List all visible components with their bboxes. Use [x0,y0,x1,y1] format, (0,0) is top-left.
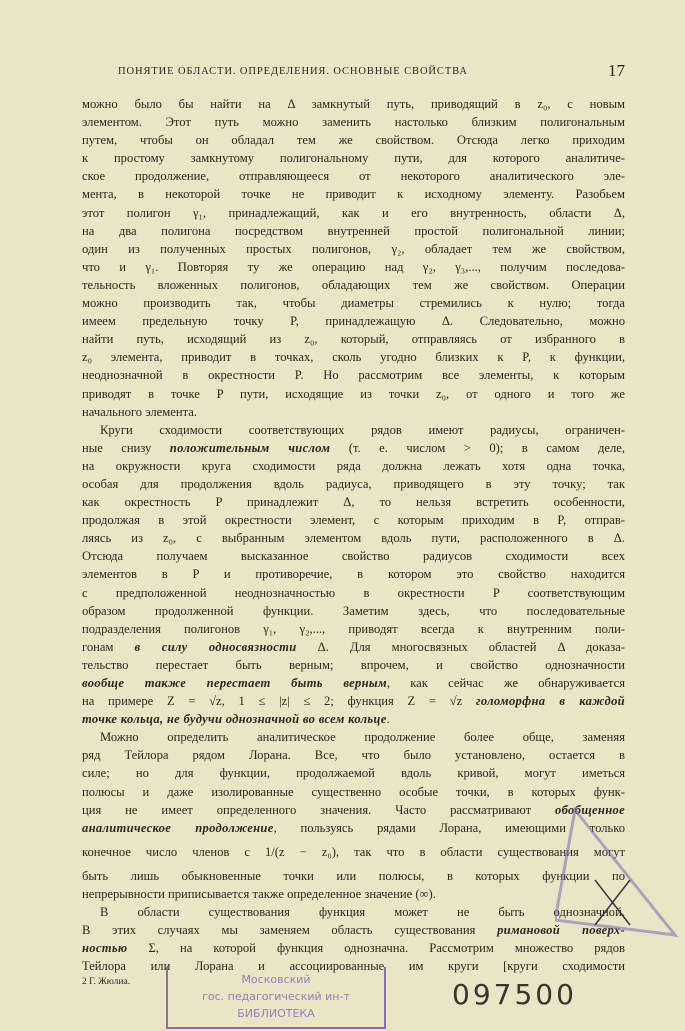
text-run: этот полигон γ₁, принадлежащий, как и его внутренность, области Δ, [82,205,625,220]
text-run: быть лишь обыкновенные точки или полюсы, в которых функции по [82,868,625,883]
text-line [82,728,625,746]
text-run: подразделения полигонов γ₁, γ₂,..., приводят всегда к внутренним поли- [82,621,625,636]
text-run: один из полученных простых полигонов, γ₂, обладает тем же свойством, [82,241,625,256]
text-line [82,885,625,903]
text-line [82,674,625,692]
text-line [82,294,625,312]
text-run: ряд Тейлора рядом Лорана. Все, что было установлено, остается в [82,748,625,763]
text-line [82,819,625,837]
text-run: Δ. Для многосвязных областей Δ доказа- [296,639,625,654]
text-run: ция не имеет определенного значения. Часто рассматривают [82,802,556,817]
text-line [82,511,625,529]
text-line [82,439,625,457]
text-run: В этих случаях мы заменяем область существования [82,923,498,938]
emphasis-text: аналитическое продолжение [82,820,274,835]
text-run: гонам [82,639,135,654]
text-run: . [386,712,390,727]
text-line [82,240,625,258]
text-line [82,547,625,565]
stamp-line: БИБЛИОТЕКА [237,1007,315,1020]
text-line [82,620,625,638]
text-run: можно было бы найти на Δ замкнутый путь, приводящий в z₀, с новым [82,97,625,111]
running-title: ПОНЯТИЕ ОБЛАСТИ. ОПРЕДЕЛЕНИЯ. ОСНОВНЫЕ СВОЙСТВА [118,66,468,77]
text-run: Тейлора или Лорана и ассоциированные им круги [круги сходимости [82,959,625,974]
text-line [82,692,625,710]
text-run: что и γ₁. Повторяя ту же операцию над γ₂, γ₃,..., получим последова- [82,259,625,274]
text-line [82,113,625,131]
text-run: элементов в P и противоречие, в котором это свойство находится [82,567,625,582]
text-line [82,312,625,330]
stamp-line: Московский [241,973,311,986]
text-run: силе; но для функции, продолжаемой вдоль кривой, могут иметься [82,766,625,781]
text-line [82,656,625,674]
text-run: ляясь из z₀, с выбранным элементом вдоль пути, расположенного в Δ. [82,531,625,546]
text-run: непрерывности приписывается также определенное значение (∞). [82,886,436,901]
text-line [82,764,625,782]
text-run: как окрестность P принадлежит Δ, то нельзя встретить особенности, [82,495,625,510]
text-run: на два полигона посредством внутренней простой полигональной линии; [82,223,625,238]
text-run: имеем предельную точку P, принадлежащую Δ. Следовательно, можно [82,314,625,329]
text-run: к простому замкнутому полигональному пути, для которого аналитиче- [82,151,625,166]
text-line [82,131,625,149]
emphasis-text: в силу односвязности [134,639,297,654]
signature-mark: 2 Г. Жюлиа. [82,977,131,987]
text-line [82,149,625,167]
text-line [82,903,625,921]
text-run: неоднозначной в окрестности P. Но рассмотрим все элементы, к которым [82,368,625,383]
text-line [82,475,625,493]
text-line [82,421,625,439]
emphasis-text: голоморфна в каждой [475,694,625,709]
text-line [82,529,625,547]
text-run: ское продолжение, отправляющееся от некоторого аналитического эле- [82,169,625,184]
text-line [82,276,625,294]
text-line [82,746,625,764]
text-line [82,493,625,511]
text-run: (т. е. числом > 0); в самом деле, [330,440,626,455]
page-header [82,61,625,84]
text-run: ные снизу [82,440,170,455]
text-run: приводят в точке P пути, исходящие из точки z₀, от одного и того же [82,386,625,401]
library-stamp [166,967,386,1029]
text-line [82,584,625,602]
emphasis-text: обобщенное [555,802,625,817]
text-run: z₀ элемента, приводит в точках, сколь угодно близких к P, к функции, [82,350,625,365]
text-run: Отсюда получаем высказанное свойство радиусов сходимости всех [82,549,625,564]
text-run: с предположенной неоднозначностью в окрестности P соответствующим [82,585,625,600]
emphasis-text: ностью [82,941,128,956]
text-line [82,638,625,656]
page-number: 17 [608,61,625,80]
stamp-line: гос. педагогический ин-т [202,990,350,1003]
text-line [82,204,625,222]
text-line [82,95,625,113]
emphasis-text: вообще также перестает быть верным [82,676,387,690]
text-run: , пользуясь рядами Лорана, имеющими только [273,820,626,835]
text-run: на примере Z = √z, 1 ≤ |z| ≤ 2; функция Z = √z [82,694,476,709]
text-run: мента, в некоторой точке не приводит к исходному элементу. Разобьем [82,187,625,202]
text-line [82,602,625,620]
text-run: полюсы и даже изолированные существенно особые точки, в которых функ- [82,784,625,799]
text-run: найти путь, исходящий из z₀, который, отправляясь от избранного в [82,332,625,347]
text-run: образом продолженной функции. Заметим здесь, что последовательные [82,603,625,618]
text-run: продолжая в этой окрестности элемент, с которым приходим в P, отправ- [82,513,625,528]
body-text [82,95,625,975]
triangle-stamp [555,800,685,950]
text-line [82,710,625,728]
text-line [82,457,625,475]
text-run: В области существования функция может не быть однозначной. [100,905,625,920]
text-run: особая для продолжения вдоль радиуса, приводящего в эту точку; так [82,476,625,491]
text-line [82,366,625,384]
text-line [82,330,625,348]
text-run: , как сейчас же обнаруживается [386,676,625,690]
text-line [82,403,625,421]
emphasis-text: положительным числом [169,440,331,455]
text-line [82,222,625,240]
inventory-number-stamp: 097500 [452,978,577,1011]
text-run: тельность вложенных полигонов, обладающих тем же свойством. Операции [82,277,625,292]
text-run: элементом. Этот путь можно заменить настолько близким полигональным [82,115,625,130]
text-line [82,565,625,583]
text-line [82,385,625,403]
text-line [82,939,625,957]
text-run: Круги сходимости соответствующих рядов имеют радиусы, ограничен- [100,422,625,437]
text-run: можно производить так, чтобы диаметры стремились к нулю; тогда [82,296,625,311]
text-run: Σ, на которой функция однозначна. Рассмотрим множество рядов [127,941,625,956]
text-run: тельство перестает быть верным; впрочем, и свойство однозначности [82,657,625,672]
emphasis-text: римановой поверх- [497,923,625,938]
text-line [82,921,625,939]
text-line [82,783,625,801]
text-line [82,801,625,819]
text-run: конечное число членов с 1/(z − z₀), так что в области существования могут [82,844,625,859]
text-line [82,167,625,185]
text-line [82,837,625,867]
text-run: начального элемента. [82,404,197,419]
emphasis-text: точке кольца, не будучи однозначной во всем кольце [82,712,387,727]
text-run: Можно определить аналитическое продолжение более обще, заменяя [100,730,625,745]
text-line [82,185,625,203]
text-run: путем, чтобы он обладал тем же свойством. Отсюда легко приходим [82,133,625,148]
text-line [82,348,625,366]
text-line [82,258,625,276]
text-run: на окружности круга сходимости ряда должна лежать хотя одна точка, [82,458,625,473]
text-line [82,867,625,885]
